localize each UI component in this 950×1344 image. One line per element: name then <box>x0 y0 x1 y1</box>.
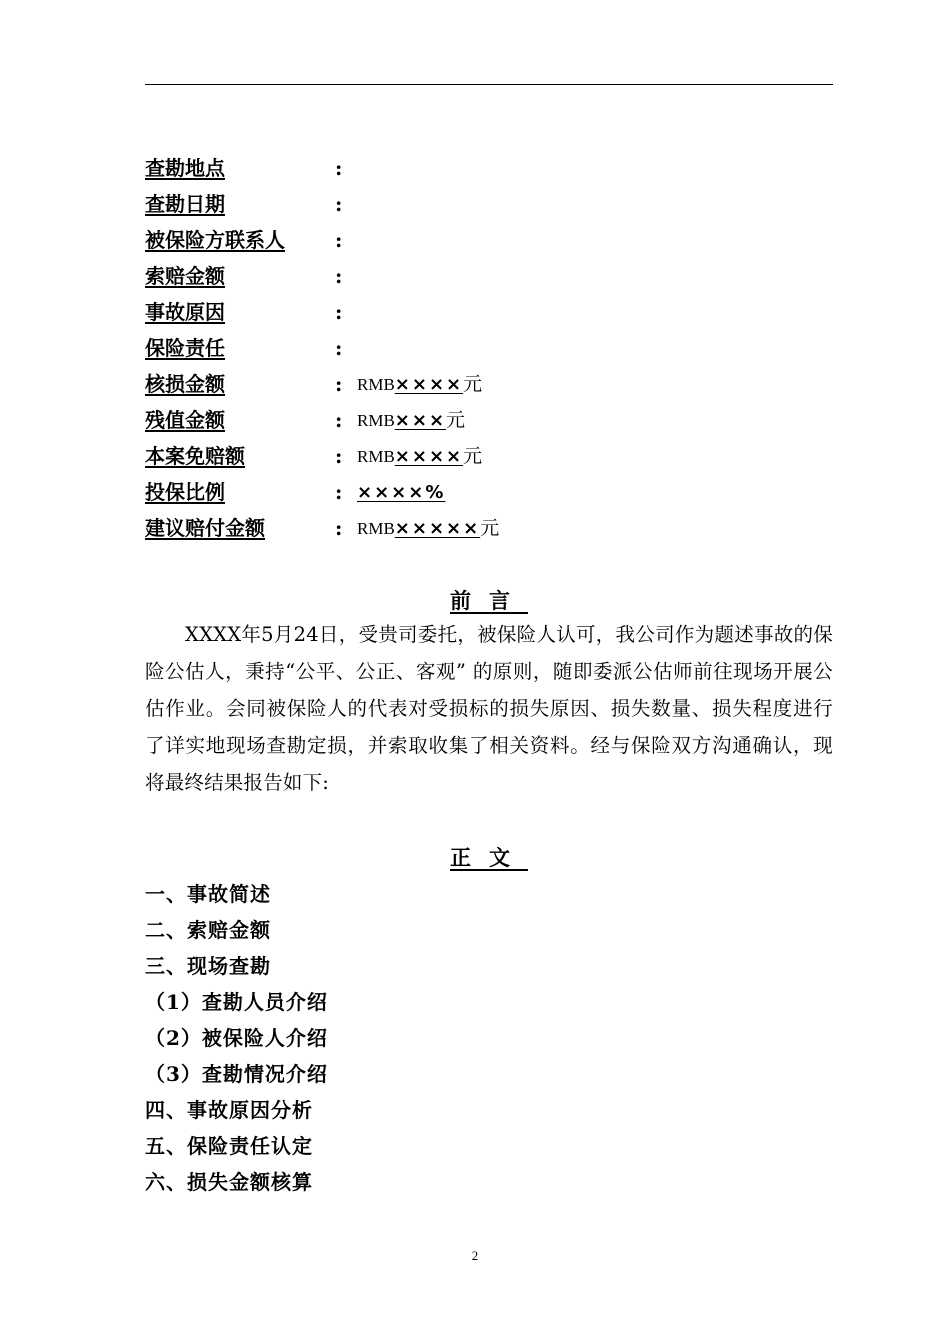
outline-item: 六、损失金额核算 <box>145 1170 313 1194</box>
amount-placeholder: ××××% <box>357 482 446 503</box>
field-label: 保险责任 <box>145 336 225 360</box>
field-claim-amount <box>145 258 833 294</box>
preface-heading <box>145 585 833 615</box>
field-value <box>357 438 482 475</box>
field-insured-ratio <box>145 474 833 510</box>
currency-code: RMB <box>357 411 395 430</box>
field-label: 投保比例 <box>145 480 225 504</box>
field-deductible <box>145 438 833 474</box>
header-rule <box>145 84 833 85</box>
field-label: 事故原因 <box>145 300 225 324</box>
body-heading <box>145 842 833 872</box>
field-label: 查勘地点 <box>145 156 225 180</box>
field-survey-date <box>145 186 833 222</box>
field-label: 残值金额 <box>145 408 225 432</box>
field-label: 核损金额 <box>145 372 225 396</box>
field-accident-cause <box>145 294 833 330</box>
field-label: 查勘日期 <box>145 192 225 216</box>
outline-item: （2）被保险人介绍 <box>145 1026 328 1050</box>
field-colon: : <box>335 408 343 432</box>
currency-unit: 元 <box>463 445 483 467</box>
amount-placeholder: ××××× <box>394 518 481 539</box>
field-colon: : <box>335 264 343 288</box>
field-colon: : <box>335 300 343 324</box>
outline-item: 四、事故原因分析 <box>145 1098 313 1122</box>
outline-item: 五、保险责任认定 <box>145 1134 313 1158</box>
outline-item: 二、索赔金额 <box>145 918 271 942</box>
field-value <box>357 366 482 403</box>
survey-fields <box>145 150 833 546</box>
preface-paragraph: XXXX年5月24日，受贵司委托，被保险人认可，我公司作为题述事故的保险公估人，秉持“公平、公正、客观” 的原则，随即委派公估师前往现场开展公估作业。会同被保险人的代表对受损标的损失原因、损失数量、损失程度进行了详实地现场查勘定损，并索取收集了相关资料。经与保险双方沟通确认，现将最终结果报告如下: <box>145 623 833 794</box>
body-outline <box>145 876 833 1200</box>
field-value <box>357 474 445 511</box>
field-salvage-value <box>145 402 833 438</box>
field-colon: : <box>335 516 343 540</box>
field-colon: : <box>335 336 343 360</box>
outline-item: （1）查勘人员介绍 <box>145 990 328 1014</box>
amount-placeholder: ×××× <box>394 446 464 467</box>
field-colon: : <box>335 228 343 252</box>
currency-code: RMB <box>357 375 395 394</box>
field-colon: : <box>335 480 343 504</box>
currency-unit: 元 <box>480 517 500 539</box>
currency-unit: 元 <box>446 409 466 431</box>
field-colon: : <box>335 156 343 180</box>
currency-unit: 元 <box>463 373 483 395</box>
field-label: 建议赔付金额 <box>145 516 265 540</box>
field-survey-location <box>145 150 833 186</box>
page-number: 2 <box>471 1248 479 1263</box>
amount-placeholder: ××× <box>394 410 447 431</box>
field-colon: : <box>335 444 343 468</box>
field-label: 被保险方联系人 <box>145 228 285 252</box>
field-insured-contact <box>145 222 833 258</box>
amount-placeholder: ×××× <box>394 374 464 395</box>
field-label: 索赔金额 <box>145 264 225 288</box>
outline-item: 一、事故简述 <box>145 882 271 906</box>
field-colon: : <box>335 192 343 216</box>
body-heading-text: 正文 <box>450 845 528 870</box>
field-insurance-liability <box>145 330 833 366</box>
outline-item: （3）查勘情况介绍 <box>145 1062 328 1086</box>
field-assessed-loss <box>145 366 833 402</box>
currency-code: RMB <box>357 447 395 466</box>
currency-code: RMB <box>357 519 395 538</box>
outline-item: 三、现场查勘 <box>145 954 271 978</box>
field-value <box>357 510 499 547</box>
field-value <box>357 402 465 439</box>
preface-heading-text: 前言 <box>450 588 528 613</box>
field-suggested-payout <box>145 510 833 546</box>
field-colon: : <box>335 372 343 396</box>
field-label: 本案免赔额 <box>145 444 245 468</box>
